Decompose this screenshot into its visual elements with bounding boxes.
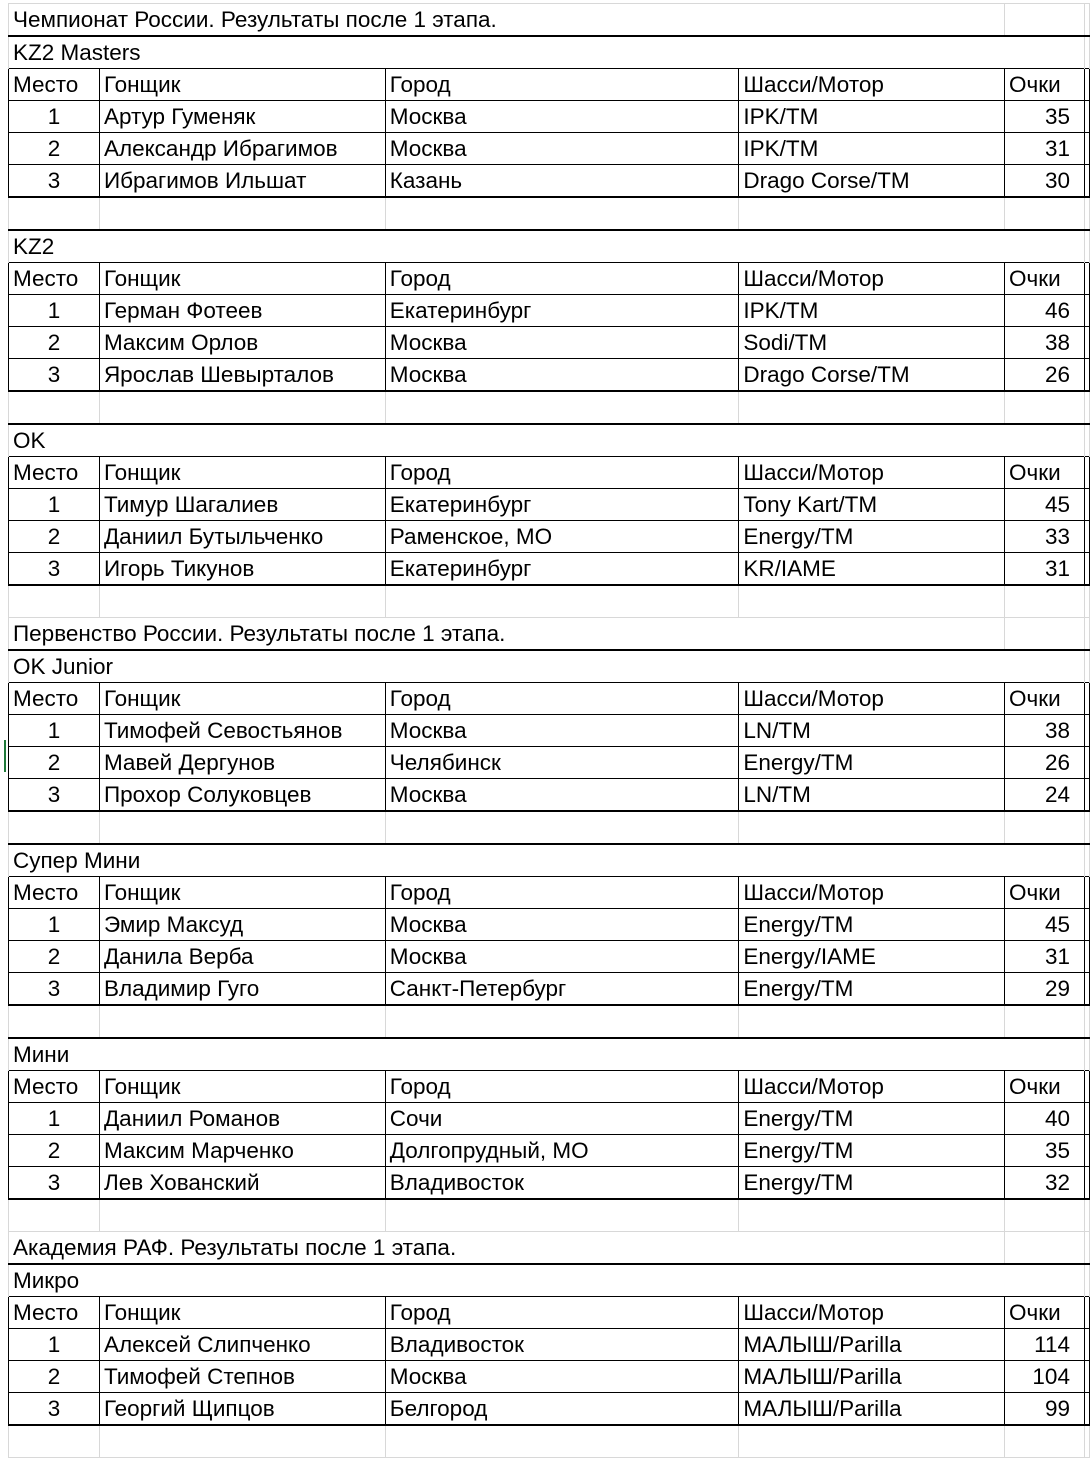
empty-cell[interactable]: [1084, 521, 1089, 553]
section-title[interactable]: Первенство России. Результаты после 1 этапа.: [9, 618, 1005, 651]
chassis-cell[interactable]: МАЛЫШ/Parilla: [739, 1361, 1005, 1393]
category-row: [9, 844, 1090, 877]
points-cell[interactable]: 114: [1005, 1329, 1085, 1361]
city-cell[interactable]: Москва: [385, 327, 739, 359]
empty-row: [9, 585, 1090, 618]
table-row: [9, 521, 1090, 553]
empty-cell[interactable]: [1084, 359, 1089, 392]
empty-cell[interactable]: [1084, 457, 1089, 489]
chassis-cell[interactable]: IPK/TM: [739, 295, 1005, 327]
header-city[interactable]: Город: [385, 683, 739, 715]
empty-cell[interactable]: [1084, 747, 1089, 779]
empty-cell[interactable]: [1084, 618, 1089, 651]
table-header-row: [9, 877, 1090, 909]
empty-cell[interactable]: [1084, 973, 1089, 1006]
empty-cell[interactable]: [1084, 391, 1089, 424]
header-place[interactable]: Место: [9, 877, 100, 909]
header-chassis[interactable]: Шасси/Мотор: [739, 877, 1005, 909]
place-cell[interactable]: 3: [9, 165, 100, 198]
driver-cell[interactable]: Игорь Тикунов: [99, 553, 385, 586]
driver-cell[interactable]: Эмир Максуд: [99, 909, 385, 941]
table-row: [9, 1135, 1090, 1167]
city-cell[interactable]: Белгород: [385, 1393, 739, 1426]
header-city[interactable]: Город: [385, 457, 739, 489]
place-cell[interactable]: 1: [9, 489, 100, 521]
chassis-cell[interactable]: Energy/TM: [739, 521, 1005, 553]
points-cell[interactable]: 45: [1005, 909, 1085, 941]
driver-cell[interactable]: Даниил Бутыльченко: [99, 521, 385, 553]
header-driver[interactable]: Гонщик: [99, 263, 385, 295]
header-points[interactable]: Очки: [1005, 877, 1085, 909]
points-cell[interactable]: 33: [1005, 521, 1085, 553]
header-points[interactable]: Очки: [1005, 1297, 1085, 1329]
empty-cell[interactable]: [1084, 197, 1089, 230]
table-row: [9, 747, 1090, 779]
empty-cell[interactable]: [1005, 811, 1085, 844]
place-cell[interactable]: 1: [9, 909, 100, 941]
empty-cell[interactable]: [739, 1425, 1005, 1458]
city-cell[interactable]: Челябинск: [385, 747, 739, 779]
driver-cell[interactable]: Алексей Слипченко: [99, 1329, 385, 1361]
table-header-row: [9, 263, 1090, 295]
city-cell[interactable]: Казань: [385, 165, 739, 198]
empty-cell[interactable]: [1084, 101, 1089, 133]
city-cell[interactable]: Раменское, МО: [385, 521, 739, 553]
category-name[interactable]: Мини: [9, 1038, 1085, 1071]
driver-cell[interactable]: Максим Марченко: [99, 1135, 385, 1167]
empty-cell[interactable]: [1084, 779, 1089, 812]
city-cell[interactable]: Москва: [385, 715, 739, 747]
header-points[interactable]: Очки: [1005, 1071, 1085, 1103]
empty-cell[interactable]: [1084, 1005, 1089, 1038]
header-place[interactable]: Место: [9, 683, 100, 715]
empty-cell[interactable]: [1005, 391, 1085, 424]
empty-cell[interactable]: [1084, 1264, 1089, 1297]
header-points[interactable]: Очки: [1005, 457, 1085, 489]
chassis-cell[interactable]: Energy/TM: [739, 747, 1005, 779]
chassis-cell[interactable]: Energy/TM: [739, 909, 1005, 941]
table-row: [9, 359, 1090, 392]
city-cell[interactable]: Москва: [385, 133, 739, 165]
place-cell[interactable]: 2: [9, 941, 100, 973]
empty-cell[interactable]: [1084, 1135, 1089, 1167]
points-cell[interactable]: 30: [1005, 165, 1085, 198]
driver-cell[interactable]: Лев Хованский: [99, 1167, 385, 1200]
points-cell[interactable]: 38: [1005, 715, 1085, 747]
empty-cell[interactable]: [1084, 1425, 1089, 1458]
empty-cell[interactable]: [1084, 844, 1089, 877]
empty-cell[interactable]: [1084, 1232, 1089, 1265]
table-row: [9, 1167, 1090, 1200]
empty-row: [9, 1425, 1090, 1458]
header-points[interactable]: Очки: [1005, 683, 1085, 715]
city-cell[interactable]: Санкт-Петербург: [385, 973, 739, 1006]
empty-cell[interactable]: [99, 585, 385, 618]
header-driver[interactable]: Гонщик: [99, 683, 385, 715]
driver-cell[interactable]: Ибрагимов Ильшат: [99, 165, 385, 198]
empty-cell[interactable]: [1084, 489, 1089, 521]
empty-cell[interactable]: [739, 1199, 1005, 1232]
category-name[interactable]: Микро: [9, 1264, 1085, 1297]
empty-row: [9, 391, 1090, 424]
empty-cell[interactable]: [1084, 585, 1089, 618]
table-row: [9, 1329, 1090, 1361]
table-header-row: [9, 69, 1090, 101]
empty-cell[interactable]: [1084, 1103, 1089, 1135]
category-name[interactable]: KZ2: [9, 230, 1085, 263]
table-header-row: [9, 683, 1090, 715]
city-cell[interactable]: Москва: [385, 779, 739, 812]
section-title-row: [9, 1232, 1090, 1265]
empty-cell[interactable]: [99, 1425, 385, 1458]
empty-cell[interactable]: [1084, 133, 1089, 165]
empty-cell[interactable]: [1084, 811, 1089, 844]
empty-row: [9, 811, 1090, 844]
place-cell[interactable]: 3: [9, 1393, 100, 1426]
header-chassis[interactable]: Шасси/Мотор: [739, 683, 1005, 715]
chassis-cell[interactable]: Tony Kart/TM: [739, 489, 1005, 521]
empty-cell[interactable]: [739, 585, 1005, 618]
empty-cell[interactable]: [1084, 1038, 1089, 1071]
empty-cell[interactable]: [1084, 877, 1089, 909]
header-chassis[interactable]: Шасси/Мотор: [739, 1297, 1005, 1329]
row-selection-marker: [4, 740, 6, 772]
place-cell[interactable]: 3: [9, 1167, 100, 1200]
category-name[interactable]: OK: [9, 424, 1085, 457]
empty-cell[interactable]: [385, 811, 739, 844]
header-city[interactable]: Город: [385, 69, 739, 101]
section-title[interactable]: Академия РАФ. Результаты после 1 этапа.: [9, 1232, 1005, 1265]
empty-cell[interactable]: [1084, 69, 1089, 101]
table-row: [9, 1103, 1090, 1135]
empty-cell[interactable]: [385, 391, 739, 424]
driver-cell[interactable]: Даниил Романов: [99, 1103, 385, 1135]
table-row: [9, 1361, 1090, 1393]
empty-cell[interactable]: [385, 1005, 739, 1038]
empty-cell[interactable]: [9, 811, 100, 844]
header-chassis[interactable]: Шасси/Мотор: [739, 263, 1005, 295]
empty-cell[interactable]: [1084, 1361, 1089, 1393]
chassis-cell[interactable]: МАЛЫШ/Parilla: [739, 1393, 1005, 1426]
points-cell[interactable]: 26: [1005, 359, 1085, 392]
table-row: [9, 973, 1090, 1006]
category-name[interactable]: Супер Мини: [9, 844, 1085, 877]
empty-cell[interactable]: [385, 197, 739, 230]
points-cell[interactable]: 31: [1005, 553, 1085, 586]
driver-cell[interactable]: Ярослав Шевырталов: [99, 359, 385, 392]
chassis-cell[interactable]: IPK/TM: [739, 101, 1005, 133]
empty-cell[interactable]: [1084, 1329, 1089, 1361]
header-city[interactable]: Город: [385, 263, 739, 295]
empty-cell[interactable]: [9, 391, 100, 424]
category-row: [9, 36, 1090, 69]
driver-cell[interactable]: Тимофей Степнов: [99, 1361, 385, 1393]
place-cell[interactable]: 1: [9, 1103, 100, 1135]
empty-row: [9, 1005, 1090, 1038]
empty-cell[interactable]: [1005, 1199, 1085, 1232]
category-row: [9, 1264, 1090, 1297]
points-cell[interactable]: 24: [1005, 779, 1085, 812]
empty-cell[interactable]: [739, 811, 1005, 844]
header-place[interactable]: Место: [9, 263, 100, 295]
points-cell[interactable]: 35: [1005, 1135, 1085, 1167]
empty-cell[interactable]: [99, 811, 385, 844]
header-place[interactable]: Место: [9, 1071, 100, 1103]
table-row: [9, 779, 1090, 812]
empty-cell[interactable]: [99, 1005, 385, 1038]
points-cell[interactable]: 45: [1005, 489, 1085, 521]
driver-cell[interactable]: Данила Верба: [99, 941, 385, 973]
empty-cell[interactable]: [1084, 1167, 1089, 1200]
table-row: [9, 1393, 1090, 1426]
city-cell[interactable]: Екатеринбург: [385, 489, 739, 521]
place-cell[interactable]: 1: [9, 101, 100, 133]
city-cell[interactable]: Москва: [385, 359, 739, 392]
city-cell[interactable]: Сочи: [385, 1103, 739, 1135]
place-cell[interactable]: 3: [9, 553, 100, 586]
city-cell[interactable]: Екатеринбург: [385, 553, 739, 586]
table-row: [9, 165, 1090, 198]
points-cell[interactable]: 26: [1005, 747, 1085, 779]
header-points[interactable]: Очки: [1005, 69, 1085, 101]
city-cell[interactable]: Москва: [385, 941, 739, 973]
city-cell[interactable]: Москва: [385, 101, 739, 133]
empty-cell[interactable]: [1084, 941, 1089, 973]
header-points[interactable]: Очки: [1005, 263, 1085, 295]
empty-row: [9, 197, 1090, 230]
empty-cell[interactable]: [1005, 1232, 1085, 1265]
empty-cell[interactable]: [1005, 1005, 1085, 1038]
place-cell[interactable]: 2: [9, 1361, 100, 1393]
driver-cell[interactable]: Герман Фотеев: [99, 295, 385, 327]
header-city[interactable]: Город: [385, 1071, 739, 1103]
section-title[interactable]: Чемпионат России. Результаты после 1 этапа.: [9, 4, 1005, 37]
empty-cell[interactable]: [9, 1005, 100, 1038]
empty-cell[interactable]: [1084, 1071, 1089, 1103]
chassis-cell[interactable]: KR/IAME: [739, 553, 1005, 586]
header-driver[interactable]: Гонщик: [99, 1297, 385, 1329]
chassis-cell[interactable]: Energy/TM: [739, 1167, 1005, 1200]
city-cell[interactable]: Екатеринбург: [385, 295, 739, 327]
category-row: [9, 1038, 1090, 1071]
empty-cell[interactable]: [99, 1199, 385, 1232]
header-chassis[interactable]: Шасси/Мотор: [739, 457, 1005, 489]
place-cell[interactable]: 2: [9, 327, 100, 359]
category-row: [9, 424, 1090, 457]
place-cell[interactable]: 1: [9, 295, 100, 327]
section-title-row: [9, 4, 1090, 37]
chassis-cell[interactable]: Energy/IAME: [739, 941, 1005, 973]
empty-cell[interactable]: [1084, 1199, 1089, 1232]
empty-cell[interactable]: [1084, 553, 1089, 586]
category-name[interactable]: OK Junior: [9, 650, 1085, 683]
empty-cell[interactable]: [1005, 585, 1085, 618]
driver-cell[interactable]: Георгий Щипцов: [99, 1393, 385, 1426]
empty-cell[interactable]: [1084, 165, 1089, 198]
table-header-row: [9, 1071, 1090, 1103]
points-cell[interactable]: 35: [1005, 101, 1085, 133]
table-row: [9, 101, 1090, 133]
empty-cell[interactable]: [739, 391, 1005, 424]
empty-cell[interactable]: [9, 585, 100, 618]
header-city[interactable]: Город: [385, 877, 739, 909]
header-chassis[interactable]: Шасси/Мотор: [739, 1071, 1005, 1103]
driver-cell[interactable]: Мавей Дергунов: [99, 747, 385, 779]
empty-cell[interactable]: [1005, 4, 1085, 37]
category-name[interactable]: KZ2 Masters: [9, 36, 1085, 69]
empty-cell[interactable]: [385, 585, 739, 618]
empty-cell[interactable]: [1084, 230, 1089, 263]
section-title-row: [9, 618, 1090, 651]
table-header-row: [9, 457, 1090, 489]
table-row: [9, 295, 1090, 327]
place-cell[interactable]: 2: [9, 133, 100, 165]
table-row: [9, 133, 1090, 165]
empty-cell[interactable]: [385, 1425, 739, 1458]
empty-cell[interactable]: [1084, 1297, 1089, 1329]
empty-cell[interactable]: [1084, 1393, 1089, 1426]
city-cell[interactable]: Москва: [385, 909, 739, 941]
chassis-cell[interactable]: Drago Corse/TM: [739, 165, 1005, 198]
header-chassis[interactable]: Шасси/Мотор: [739, 69, 1005, 101]
empty-cell[interactable]: [739, 197, 1005, 230]
driver-cell[interactable]: Владимир Гуго: [99, 973, 385, 1006]
place-cell[interactable]: 2: [9, 521, 100, 553]
empty-cell[interactable]: [1084, 683, 1089, 715]
place-cell[interactable]: 3: [9, 973, 100, 1006]
header-place[interactable]: Место: [9, 69, 100, 101]
empty-cell[interactable]: [9, 197, 100, 230]
points-cell[interactable]: 31: [1005, 133, 1085, 165]
header-place[interactable]: Место: [9, 457, 100, 489]
header-city[interactable]: Город: [385, 1297, 739, 1329]
place-cell[interactable]: 1: [9, 715, 100, 747]
place-cell[interactable]: 1: [9, 1329, 100, 1361]
driver-cell[interactable]: Александр Ибрагимов: [99, 133, 385, 165]
points-cell[interactable]: 29: [1005, 973, 1085, 1006]
driver-cell[interactable]: Артур Гуменяк: [99, 101, 385, 133]
empty-cell[interactable]: [1084, 715, 1089, 747]
chassis-cell[interactable]: LN/TM: [739, 779, 1005, 812]
chassis-cell[interactable]: Energy/TM: [739, 1103, 1005, 1135]
empty-cell[interactable]: [1084, 327, 1089, 359]
table-row: [9, 715, 1090, 747]
points-cell[interactable]: 31: [1005, 941, 1085, 973]
header-driver[interactable]: Гонщик: [99, 1071, 385, 1103]
chassis-cell[interactable]: Energy/TM: [739, 973, 1005, 1006]
table-row: [9, 553, 1090, 586]
driver-cell[interactable]: Тимофей Севостьянов: [99, 715, 385, 747]
empty-cell[interactable]: [1005, 618, 1085, 651]
category-row: [9, 230, 1090, 263]
chassis-cell[interactable]: Drago Corse/TM: [739, 359, 1005, 392]
empty-cell[interactable]: [1005, 197, 1085, 230]
city-cell[interactable]: Москва: [385, 1361, 739, 1393]
empty-cell[interactable]: [1084, 650, 1089, 683]
empty-row: [9, 1199, 1090, 1232]
empty-cell[interactable]: [9, 1425, 100, 1458]
empty-cell[interactable]: [1084, 4, 1089, 37]
header-place[interactable]: Место: [9, 1297, 100, 1329]
table-row: [9, 941, 1090, 973]
city-cell[interactable]: Владивосток: [385, 1329, 739, 1361]
empty-cell[interactable]: [739, 1005, 1005, 1038]
place-cell[interactable]: 3: [9, 359, 100, 392]
empty-cell[interactable]: [1084, 36, 1089, 69]
empty-cell[interactable]: [9, 1199, 100, 1232]
empty-cell[interactable]: [1005, 1425, 1085, 1458]
header-driver[interactable]: Гонщик: [99, 877, 385, 909]
chassis-cell[interactable]: МАЛЫШ/Parilla: [739, 1329, 1005, 1361]
empty-cell[interactable]: [385, 1199, 739, 1232]
points-cell[interactable]: 32: [1005, 1167, 1085, 1200]
chassis-cell[interactable]: IPK/TM: [739, 133, 1005, 165]
points-cell[interactable]: 104: [1005, 1361, 1085, 1393]
results-spreadsheet: [8, 3, 1090, 1458]
place-cell[interactable]: 3: [9, 779, 100, 812]
driver-cell[interactable]: Прохор Солуковцев: [99, 779, 385, 812]
driver-cell[interactable]: Тимур Шагалиев: [99, 489, 385, 521]
table-header-row: [9, 1297, 1090, 1329]
chassis-cell[interactable]: Sodi/TM: [739, 327, 1005, 359]
empty-cell[interactable]: [1084, 295, 1089, 327]
points-cell[interactable]: 38: [1005, 327, 1085, 359]
empty-cell[interactable]: [99, 197, 385, 230]
empty-cell[interactable]: [1084, 909, 1089, 941]
driver-cell[interactable]: Максим Орлов: [99, 327, 385, 359]
table-row: [9, 327, 1090, 359]
header-driver[interactable]: Гонщик: [99, 69, 385, 101]
points-cell[interactable]: 40: [1005, 1103, 1085, 1135]
city-cell[interactable]: Долгопрудный, МО: [385, 1135, 739, 1167]
chassis-cell[interactable]: LN/TM: [739, 715, 1005, 747]
points-cell[interactable]: 46: [1005, 295, 1085, 327]
empty-cell[interactable]: [1084, 263, 1089, 295]
chassis-cell[interactable]: Energy/TM: [739, 1135, 1005, 1167]
points-cell[interactable]: 99: [1005, 1393, 1085, 1426]
city-cell[interactable]: Владивосток: [385, 1167, 739, 1200]
empty-cell[interactable]: [1084, 424, 1089, 457]
table-row: [9, 909, 1090, 941]
table-row: [9, 489, 1090, 521]
empty-cell[interactable]: [99, 391, 385, 424]
header-driver[interactable]: Гонщик: [99, 457, 385, 489]
place-cell[interactable]: 2: [9, 1135, 100, 1167]
category-row: [9, 650, 1090, 683]
place-cell[interactable]: 2: [9, 747, 100, 779]
